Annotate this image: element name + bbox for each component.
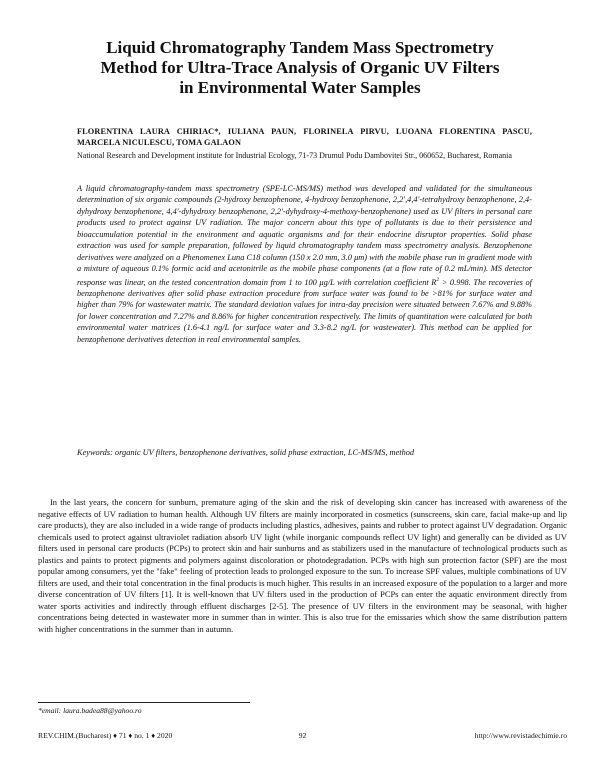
title-line: in Environmental Water Samples [179,78,421,97]
r-squared-superscript: 2 [436,276,440,283]
affiliation: National Research and Development institute for Industrial Ecology, 71-73 Drumul Podu Dambovitei Str., 060652, Bucharest, Romania [77,151,512,160]
keywords: Keywords: organic UV filters, benzophenone derivatives, solid phase extraction, LC-MS/MS, method [77,448,415,457]
abstract-text: A liquid chromatography-tandem mass spectrometry (SPE-LC-MS/MS) method was developed and validated for the simultaneous determination of six organic compounds (2-hydroxy benzophenone, 4-hydroxy benzophenone, 2,2',4,4'-tetrahydroxy benzophenone, 2,4-dyhydroxy benzophenone, 4,4'-dyhydroxy benzophenone, 2,2'-dyhydroxy-4-methoxy-benzophenone) used as UV filters in personal care products used to protect against UV radiation. The major concern about this type of pollutants is due to their persistence and bioaccumulation potential in the environment and aquatic organisms and for their endocrine disruptor properties. Solid phase extraction was used for sample preparation, followed by liquid chromatography tandem mass spectrometry analysis. Benzophenone derivatives were analyzed on a Phenomenex Luna C18 column (150 x 2.0 mm, 3.0 μm) with the mobile phase run in gradient mode with a mixture of aqueous 0.1% formic acid and acetonitrile as the mobile phase components (at a flow rate of 0.2 mL/min). MS detector response was linear, on the tested concentration domain from 1 to 100 μg/L with correlation coefficient R [77,184,532,287]
abstract-text-continued: > 0.998. The recoveries of benzophenone derivatives after solid phase extraction procedure from surface water was found to be >81% for surface water and higher than 79% for wastewater matrix. The standard deviation values for intra-day precision were situated between 7.67% and 9.88% for lower concentration and 7.27% and 8.86% for higher concentration respectively. The limits of quantitation were calculated for both environmental water matrices (1.6-4.1 ng/L for surface water and 3.3-8.2 ng/L for wastewater). This method can be applied for benzophenone derivatives detection in real environmental samples. [77,277,532,344]
page-number: 92 [298,731,307,740]
title-line: Method for Ultra-Trace Analysis of Organic UV Filters [100,58,500,77]
journal-url: http://www.revistadechimie.ro [474,731,567,740]
footnote-divider [38,702,250,703]
page-footer [38,730,567,742]
abstract [77,183,532,345]
introduction-paragraph: In the last years, the concern for sunburn, premature aging of the skin and the risk of developing skin cancer has increased with awareness of the negative effects of UV radiation to human health. Although UV filters are mainly incorporated in cosmetics (sunscreens, skin care, facial make-up and lip care products), they are also included in a wide range of products including plastics, adhesives, paints and rubber to protect against UV degradation. Organic chemicals used to protect against ultraviolet radiation absorb UV light (while inorganic compounds reflect UV light) and generally can be divided as UV filters used in personal care products (PCPs) to protect skin and hair sunburns and as stabilizers used in the manufacture of technological products such as plastics and paints to protect pigments and polymers against discoloration or photodegradation. PCPs with high sun protection factor (SPF) are the most popular among consumers, yet the "fake" feeling of protection leads to prolonged exposure to the sun. To increase SPF values, multiple combinations of UV filters are used, and their total concentration in the final products is much higher. This results in an increased exposure of the population to a larger and more diverse concentration of UV filters [1]. It is well-known that UV filters used in the production of PCPs can enter the aquatic environment directly from water sports activities and indirectly through effluent discharges [2-5]. The presence of UV filters in the environment may be seasonal, with higher concentrations being detected in wastewater more in summer than in winter. This is also true for the emissaries which show the same distribution pattern with higher concentrations in the summer than in autumn. [38,497,567,634]
corresponding-email-footnote: *email: laura.badea88@yahoo.ro [38,706,142,715]
title-line: Liquid Chromatography Tandem Mass Spectrometry [106,38,494,57]
journal-citation: REV.CHIM.(Bucharest) ♦ 71 ♦ no. 1 ♦ 2020 [38,731,173,740]
paper-title [60,38,540,98]
author-list: FLORENTINA LAURA CHIRIAC*, IULIANA PAUN, FLORINELA PIRVU, LUOANA FLORENTINA PASCU, MARCELA NICULESCU, TOMA GALAON [77,127,532,147]
